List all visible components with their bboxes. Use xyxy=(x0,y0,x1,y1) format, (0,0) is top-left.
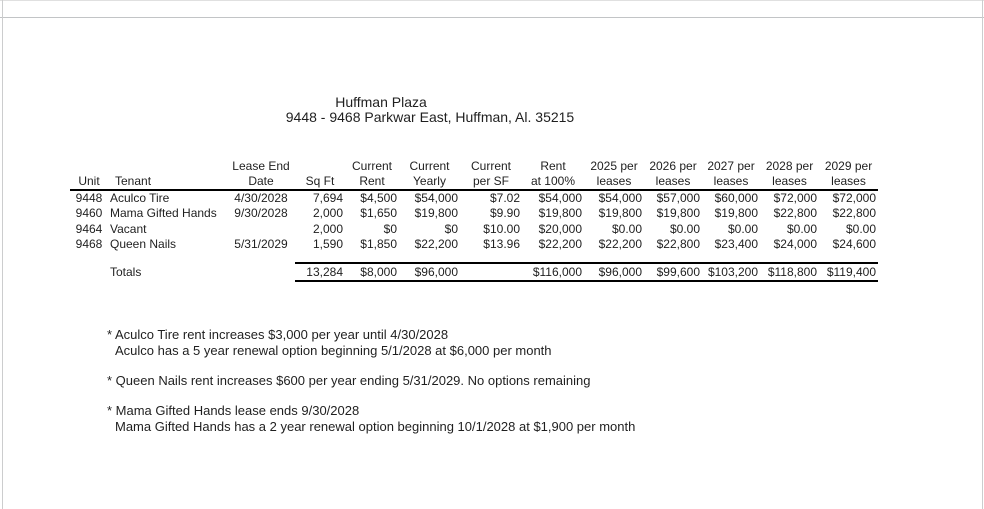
note-line: * Aculco Tire rent increases $3,000 per year until 4/30/2028 xyxy=(107,327,449,342)
table-cell: $22,200 xyxy=(598,236,642,251)
table-row xyxy=(70,237,878,252)
header-cell xyxy=(522,155,584,190)
table-cell: 9460 xyxy=(75,206,103,221)
note-line: * Mama Gifted Hands lease ends 9/30/2028 xyxy=(107,403,360,418)
pane-left-border xyxy=(2,0,3,509)
table-cell: $54,000 xyxy=(598,191,642,205)
header-cell xyxy=(295,155,345,190)
table-cell: $1,850 xyxy=(360,236,397,251)
pane-top-edge xyxy=(0,0,984,1)
header-cell-label: Yearly xyxy=(413,174,446,188)
header-cell xyxy=(399,155,460,190)
pane-right-border xyxy=(982,0,983,509)
table-cell: $57,000 xyxy=(656,191,700,205)
totals-cell: $96,000 xyxy=(584,263,644,281)
table-cell: $20,000 xyxy=(538,221,582,236)
table-cell: $19,800 xyxy=(538,206,582,221)
note-queen-nails xyxy=(107,373,590,389)
note-line: * Queen Nails rent increases $600 per year ending 5/31/2029. No options remaining xyxy=(107,373,591,388)
table-cell: 2,000 xyxy=(312,206,343,221)
table-cell: $0.00 xyxy=(669,221,700,236)
table-cell: $22,800 xyxy=(656,236,700,251)
header-cell xyxy=(227,155,295,190)
totals-cell xyxy=(460,263,522,281)
table-cell: $7.02 xyxy=(489,191,520,205)
table-cell: 9/30/2028 xyxy=(234,206,288,221)
header-cell-label: 2029 per xyxy=(824,159,873,173)
table-cell: $0.00 xyxy=(845,221,876,236)
table-cell: $13.96 xyxy=(483,236,520,251)
header-cell-label: 2028 per xyxy=(765,159,814,173)
table-row xyxy=(70,222,878,237)
header-cell-label: leases xyxy=(831,174,866,188)
table-cell: $54,000 xyxy=(538,191,582,205)
table-row xyxy=(70,190,878,206)
header-cell-label: Rent xyxy=(359,174,385,188)
rent-roll-table xyxy=(70,155,878,282)
table-cell: $1,650 xyxy=(360,206,397,221)
totals-row xyxy=(70,263,878,281)
header-cell-label: Lease End xyxy=(232,159,290,173)
table-cell: $19,800 xyxy=(656,206,700,221)
header-cell-label: Date xyxy=(248,174,274,188)
table-cell: Queen Nails xyxy=(110,236,177,251)
table-row xyxy=(70,206,878,221)
table-cell: $24,600 xyxy=(832,236,876,251)
header-cell xyxy=(819,155,878,190)
totals-cell: $118,800 xyxy=(760,263,819,281)
table-cell: $0.00 xyxy=(786,221,817,236)
table-cell: $4,500 xyxy=(360,191,397,205)
table-cell: $72,000 xyxy=(832,191,876,205)
totals-cell xyxy=(227,263,295,281)
header-cell-label: 2026 per xyxy=(649,159,697,173)
header-cell xyxy=(584,155,644,190)
table-spacer-row xyxy=(70,252,878,263)
header-cell-label: Rent xyxy=(540,159,566,173)
table-header-row xyxy=(70,155,878,190)
table-cell: $0 xyxy=(383,221,397,236)
table-cell: Vacant xyxy=(110,221,147,236)
totals-cell: $116,000 xyxy=(522,263,584,281)
header-cell-label: leases xyxy=(772,174,807,188)
totals-cell: $96,000 xyxy=(399,263,460,281)
header-cell xyxy=(760,155,819,190)
table-cell: $0 xyxy=(444,221,458,236)
header-cell xyxy=(108,155,227,190)
totals-cell: $119,400 xyxy=(819,263,878,281)
table-cell: $72,000 xyxy=(773,191,817,205)
table-cell: 9448 xyxy=(75,191,103,205)
note-aculco xyxy=(107,327,552,358)
header-cell-label: Current xyxy=(470,159,511,173)
totals-cell: $103,200 xyxy=(702,263,760,281)
table-cell: $0.00 xyxy=(727,221,758,236)
header-cell-label: at 100% xyxy=(530,174,576,188)
table-cell: $54,000 xyxy=(414,191,458,205)
table-cell: $19,800 xyxy=(714,206,758,221)
totals-label: Totals xyxy=(110,265,142,280)
table-cell: $23,400 xyxy=(714,236,758,251)
header-cell-label: 2025 per xyxy=(590,159,638,173)
header-cell-label: leases xyxy=(655,174,691,188)
header-cell-label: per SF xyxy=(472,174,509,188)
table-cell: $22,800 xyxy=(832,206,876,221)
table-cell: $22,800 xyxy=(773,206,817,221)
table-cell: $24,000 xyxy=(773,236,817,251)
header-cell xyxy=(644,155,702,190)
table-cell: $19,800 xyxy=(598,206,642,221)
note-mama-gifted-hands xyxy=(107,403,635,434)
pane-divider-line xyxy=(0,17,984,18)
table-cell: $19,800 xyxy=(414,206,458,221)
header-cell xyxy=(345,155,399,190)
table-cell: 1,590 xyxy=(312,236,343,251)
header-cell-label: Current xyxy=(409,159,450,173)
table-cell: 5/31/2029 xyxy=(234,236,288,251)
totals-cell: 13,284 xyxy=(295,263,345,281)
table-cell: 9468 xyxy=(75,236,103,251)
table-cell: $9.90 xyxy=(489,206,520,221)
header-cell-label: leases xyxy=(713,174,749,188)
table-cell: 2,000 xyxy=(312,221,343,236)
document-address: 9448 - 9468 Parkwar East, Huffman, Al. 35215 xyxy=(285,109,575,125)
header-cell-label: Unit xyxy=(78,174,100,188)
table-cell: $10.00 xyxy=(483,221,520,236)
header-cell-label: Current xyxy=(351,159,392,173)
totals-cell: $8,000 xyxy=(345,263,399,281)
header-cell-label: Sq Ft xyxy=(305,174,335,188)
header-cell-label: leases xyxy=(596,174,632,188)
header-cell-label: 2027 per xyxy=(707,159,755,173)
header-cell-label: Tenant xyxy=(115,174,152,188)
table-cell: $22,200 xyxy=(414,236,458,251)
table-spacer-cell xyxy=(70,252,878,263)
totals-cell: $99,600 xyxy=(644,263,702,281)
note-line: Mama Gifted Hands has a 2 year renewal option beginning 10/1/2028 at $1,900 per month xyxy=(115,418,636,434)
table-cell: 9464 xyxy=(75,221,103,236)
note-line: Aculco has a 5 year renewal option beginning 5/1/2028 at $6,000 per month xyxy=(115,342,552,358)
table-cell xyxy=(227,222,295,237)
header-cell xyxy=(702,155,760,190)
table-cell: $0.00 xyxy=(611,221,642,236)
header-cell xyxy=(70,155,108,190)
totals-cell xyxy=(70,263,108,281)
table-cell: Aculco Tire xyxy=(110,191,170,205)
table-cell: $22,200 xyxy=(538,236,582,251)
document-title: Huffman Plaza xyxy=(335,94,427,110)
table-cell: $60,000 xyxy=(714,191,758,205)
table-cell: Mama Gifted Hands xyxy=(110,206,217,221)
header-cell xyxy=(460,155,522,190)
table-cell: 4/30/2028 xyxy=(234,191,288,205)
table-cell: 7,694 xyxy=(312,191,343,205)
